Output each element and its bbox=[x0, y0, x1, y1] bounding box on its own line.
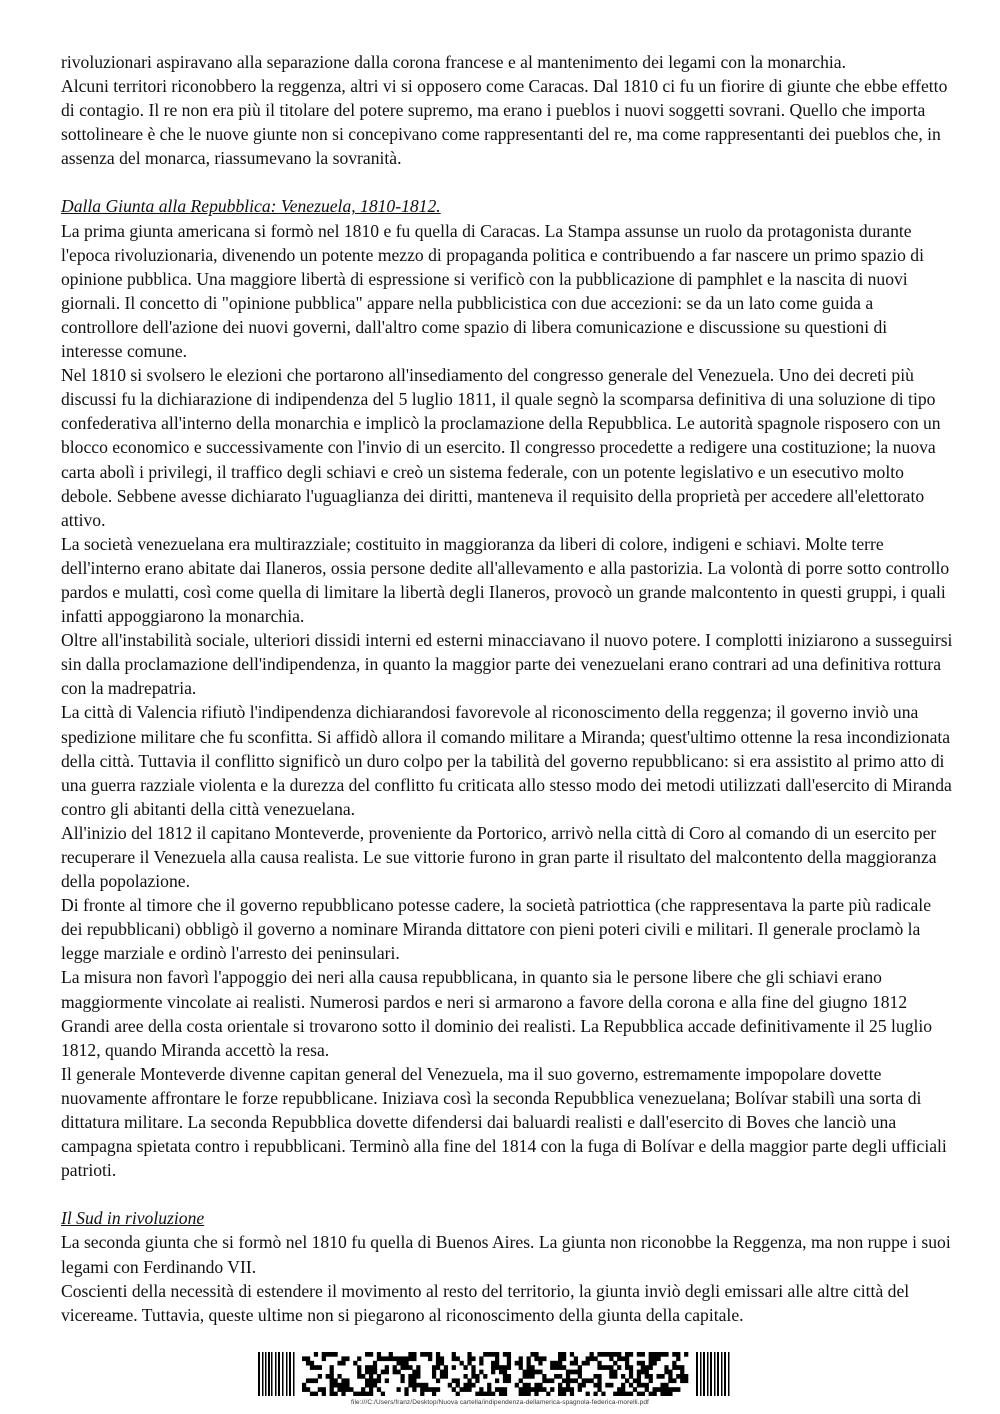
paragraph: All'inizio del 1812 il capitano Monteverde, proveniente da Portorico, arrivò nella città di Coro al comando di un esercito per recuperare il Venezuela alla causa realista. Le sue vittorie furono in gran parte il risultato del malcontento della maggioranza della popolazione. bbox=[61, 822, 937, 892]
paragraph: rivoluzionari aspiravano alla separazione dalla corona francese e al mantenimento dei legami con la monarchia. bbox=[61, 52, 847, 72]
footer-file-path: file:///C:/Users/franz/Desktop/Nuova cartella/indipendenza-dellamerica-spagnola-federica-morelli.pdf bbox=[351, 1399, 649, 1406]
spacer bbox=[61, 170, 953, 194]
paragraph: Di fronte al timore che il governo repubblicano potesse cadere, la società patriottica (che rappresentava la parte più radicale dei repubblicani) obbligò il governo a nominare Miranda dittatore con pieni poteri civili e militari. Il generale proclamò la legge marziale e ordinò l'arresto dei peninsulari. bbox=[61, 895, 931, 964]
paragraph: Nel 1810 si svolsero le elezioni che portarono all'insediamento del congresso generale del Venezuela. Uno dei decreti più discussi fu la dichiarazione di indipendenza del 5 luglio 1811, il quale segnò la scomparsa definitiva di una soluzione di tipo confederativa all'interno della monarchia e implicò la proclamazione della Repubblica. Le autorità spagnole risposero con un blocco economico e successivamente con l'invio di un esercito. Il congresso procedette a redigere una costituzione; la nuova carta abolì i privilegi, il traffico degli schiavi e creò un sistema federale, con un potente legislativo e un esecutivo molto debole. Sebbene avesse dichiarato l'uguaglianza dei diritti, manteneva il requisito della proprietà per accedere all'elettorato attivo. bbox=[61, 365, 941, 530]
paragraph: La misura non favorì l'appoggio dei neri alla causa repubblicana, in quanto sia le persone libere che gli schiavi erano maggiormente vincolate ai realisti. Numerosi pardos e neri si armarono a favore della corona e alla fine del giugno 1812 Grandi aree della costa orientale si trovarono sotto il dominio dei realisti. La Repubblica accade definitivamente il 25 luglio 1812, quando Miranda accettò la resa. bbox=[61, 967, 933, 1060]
barcode-graphic bbox=[258, 1352, 732, 1396]
paragraph: La città di Valencia rifiutò l'indipendenza dichiarandosi favorevole al riconoscimento della reggenza; il governo inviò una spedizione militare che fu sconfitta. Si affidò allora il comando militare a Miranda; quest'ultimo ottenne la resa incondizionata della città. Tuttavia il conflitto significò un duro colpo per la tabilità del governo repubblicano: si era assistito al primo atto di una guerra razziale violenta e la durezza del conflitto fu criticata allo stesso modo dei metodi utilizzati dall'esercito di Miranda contro gli abitanti della città venezuelana. bbox=[61, 702, 952, 819]
spacer bbox=[61, 1182, 953, 1206]
paragraph: Alcuni territori riconobbero la reggenza, altri vi si opposero come Caracas. Dal 1810 ci fu un fiorire di giunte che ebbe effetto di contagio. Il re non era più il titolare del potere supremo, ma erano i pueblos i nuovi soggetti sovrani. Quello che importa sottolineare è che le nuove giunte non si concepivano come rappresentanti del re, ma come rappresentanti dei pueblos che, in assenza del monarca, riassumevano la sovranità. bbox=[61, 76, 948, 169]
paragraph: La società venezuelana era multirazziale; costituito in maggioranza da liberi di colore, indigeni e schiavi. Molte terre dell'interno erano abitate dai Ilaneros, ossia persone dedite all'allevamento e alla pastorizia. La volontà di porre sotto controllo pardos e mulatti, così come quella di limitare la libertà degli Ilaneros, provocò un grande malcontento in questi gruppi, i quali infatti appoggiarono la monarchia. bbox=[61, 533, 950, 627]
section-heading: Il Sud in rivoluzione bbox=[61, 1208, 205, 1229]
paragraph: La prima giunta americana si formò nel 1810 e fu quella di Caracas. La Stampa assunse un ruolo da protagonista durante l'epoca rivoluzionaria, divenendo un potente mezzo di propaganda politica e contribuendo a far nascere un primo spazio di opinione pubblica. Una maggiore libertà di espressione si verificò con la pubblicazione di pamphlet e la nascita di nuovi giornali. Il concetto di "opinione pubblica" appare nella pubblicistica con due accezioni: se da un lato come guida a controllore dell'azione dei nuovi governi, dall'altro come spazio di libera comunicazione e discussione su questioni di interesse comune. bbox=[61, 220, 924, 362]
paragraph: La seconda giunta che si formò nel 1810 fu quella di Buenos Aires. La giunta non riconobbe la Reggenza, ma non ruppe i suoi legami con Ferdinando VII. bbox=[61, 1232, 951, 1277]
paragraph: Oltre all'instabilità sociale, ulteriori dissidi interni ed esterni minacciavano il nuovo potere. I complotti iniziarono a susseguirsi sin dalla proclamazione dell'indipendenza, in quanto la maggior parte dei venezuelani erano contrari ad una definitiva rottura con la madrepatria. bbox=[61, 630, 953, 699]
paragraph: Il generale Monteverde divenne capitan general del Venezuela, ma il suo governo, estremamente impopolare dovette nuovamente affrontare le forze repubblicane. Iniziava così la seconda Repubblica venezuelana; Bolívar stabilì una sorta di dittatura militare. La seconda Repubblica dovette difendersi dai baluardi realisti e dall'esercito di Boves che lanciò una campagna spietata contro i repubblicani. Terminò alla fine del 1814 con la fuga di Bolívar e della maggior parte degli ufficiali patrioti. bbox=[61, 1063, 947, 1181]
paragraph: Coscienti della necessità di estendere il movimento al resto del territorio, la giunta inviò degli emissari alle altre città del vicereame. Tuttavia, queste ultime non si piegarono al riconoscimento della giunta della capitale. bbox=[61, 1280, 910, 1325]
document-body bbox=[61, 50, 953, 1327]
section-heading: Dalla Giunta alla Repubblica: Venezuela, 1810-1812. bbox=[61, 196, 441, 217]
barcode-image bbox=[258, 1352, 732, 1396]
